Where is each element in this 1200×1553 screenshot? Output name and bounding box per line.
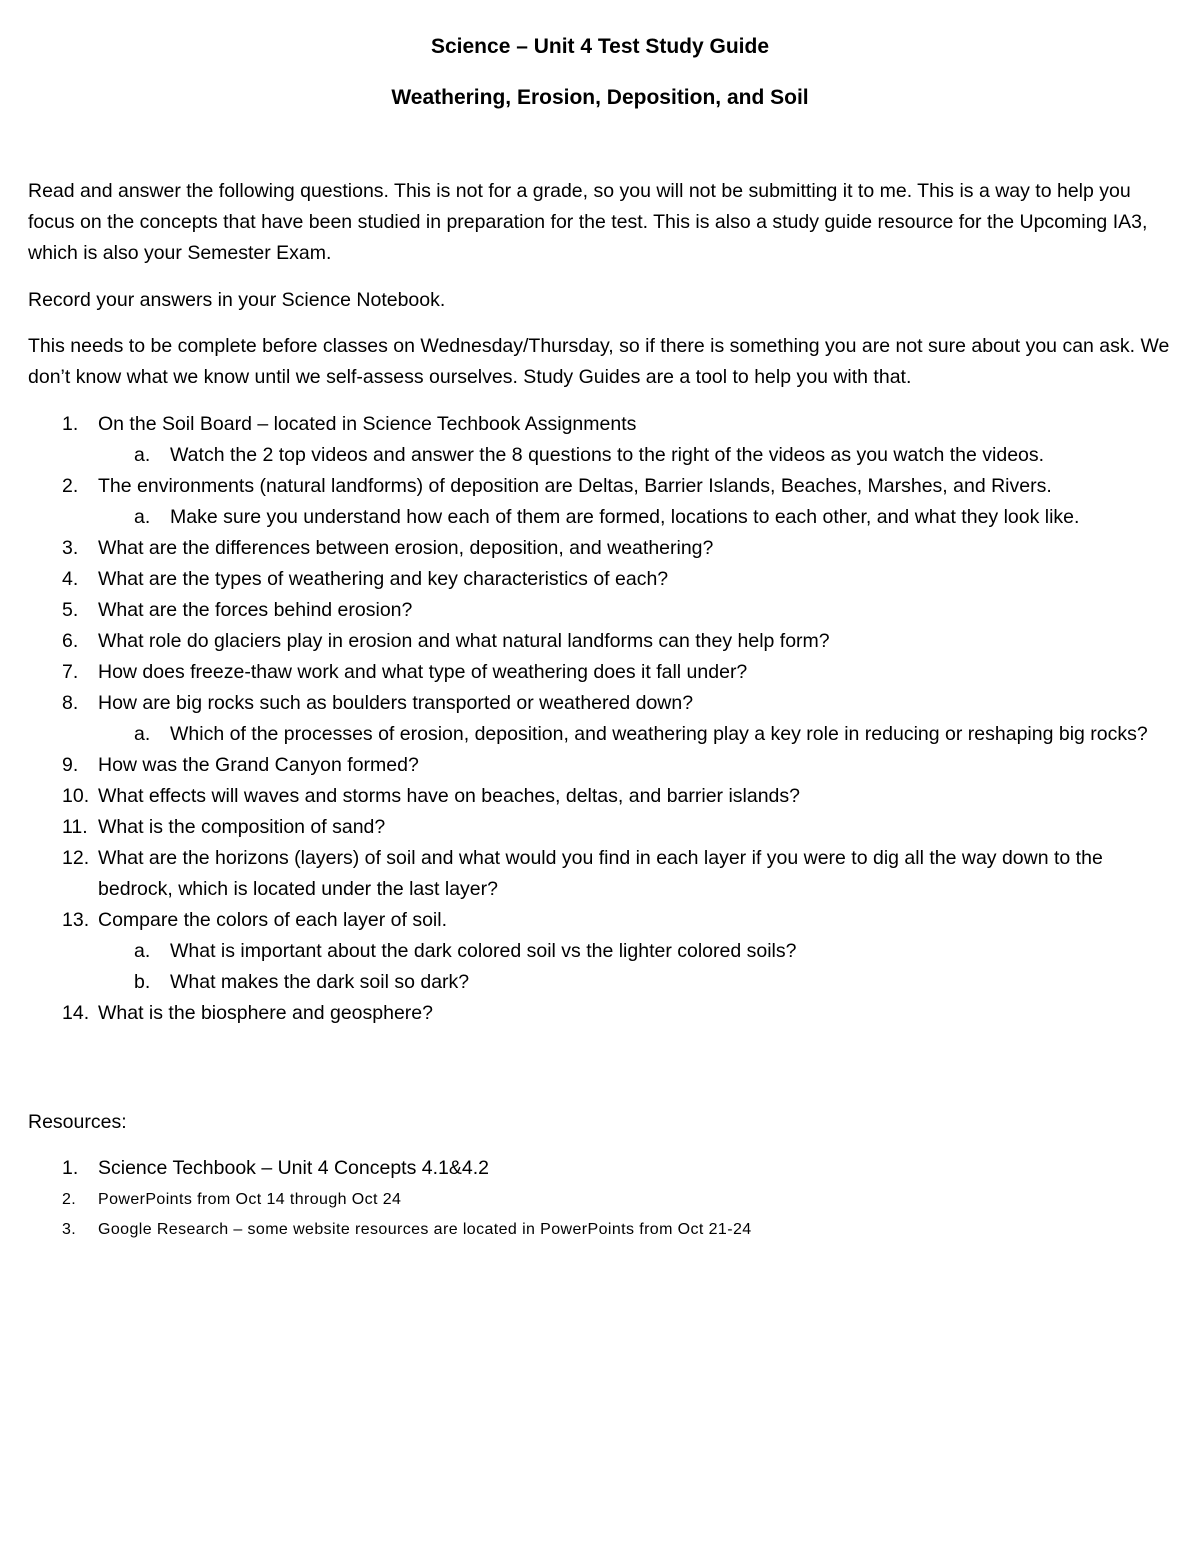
question-item	[0, 750, 1163, 781]
question-text: On the Soil Board – located in Science Techbook Assignments	[98, 413, 637, 435]
question-text: What is the biosphere and geosphere?	[98, 1002, 433, 1024]
resource-number: 1.	[62, 1157, 79, 1179]
question-number: 8.	[62, 692, 79, 714]
question-item	[0, 471, 1163, 502]
resource-number: 2.	[62, 1191, 77, 1208]
question-number: 1.	[62, 413, 79, 435]
sub-question-item	[0, 440, 1155, 471]
question-item	[0, 998, 1163, 1029]
question-item	[0, 626, 1163, 657]
resource-text: PowerPoints from Oct 14 through Oct 24	[98, 1191, 402, 1208]
intro-paragraph-deadline: This needs to be complete before classes on Wednesday/Thursday, so if there is something you are not sure about you can ask. We don’t know what we know until we self-assess ourselves. Study Guides are a tool to help you with that.	[28, 335, 1170, 388]
question-item	[0, 409, 1163, 440]
intro-paragraph-instructions: Read and answer the following questions. This is not for a grade, so you will not be submitting it to me. This is a way to help you focus on the concepts that have been studied in preparation for the test. This is also a study guide resource for the Upcoming IA3, which is also your Semester Exam.	[28, 180, 1148, 264]
resource-item	[0, 1152, 1180, 1185]
question-item	[0, 781, 1163, 812]
resources-heading: Resources:	[28, 1111, 127, 1133]
sub-question-item	[0, 502, 1155, 533]
resource-item	[0, 1215, 1180, 1245]
question-number: 3.	[62, 537, 79, 559]
resource-text: Google Research – some website resources are located in PowerPoints from Oct 21-24	[98, 1221, 752, 1238]
question-number: 5.	[62, 599, 79, 621]
sub-question-text: What makes the dark soil so dark?	[170, 971, 470, 993]
question-number: 2.	[62, 475, 79, 497]
sub-question-text: Watch the 2 top videos and answer the 8 questions to the right of the videos as you watch the videos.	[170, 444, 1045, 466]
question-text: Compare the colors of each layer of soil.	[98, 909, 448, 931]
question-number: 4.	[62, 568, 79, 590]
sub-question-text: Make sure you understand how each of them are formed, locations to each other, and what they look like.	[170, 506, 1080, 528]
question-item	[0, 688, 1163, 719]
question-text: What are the differences between erosion, deposition, and weathering?	[98, 537, 714, 559]
question-text: What is the composition of sand?	[98, 816, 386, 838]
question-item	[0, 657, 1163, 688]
intro-paragraph-notebook: Record your answers in your Science Notebook.	[28, 289, 446, 311]
question-text: How are big rocks such as boulders transported or weathered down?	[98, 692, 694, 714]
question-text: The environments (natural landforms) of deposition are Deltas, Barrier Islands, Beaches, Marshes, and Rivers.	[98, 475, 1052, 497]
resource-number: 3.	[62, 1221, 77, 1238]
sub-question-text: Which of the processes of erosion, deposition, and weathering play a key role in reducing or reshaping big rocks?	[170, 723, 1148, 745]
resources-list	[0, 1152, 1180, 1245]
resource-text: Science Techbook – Unit 4 Concepts 4.1&4.2	[98, 1157, 489, 1179]
question-number: 12.	[62, 847, 90, 869]
page-title: Science – Unit 4 Test Study Guide	[430, 35, 770, 58]
sub-question-letter: a.	[134, 506, 151, 528]
sub-question-item	[0, 719, 1155, 750]
question-number: 7.	[62, 661, 79, 683]
question-item	[0, 843, 1163, 905]
question-item	[0, 905, 1163, 936]
question-item	[0, 595, 1163, 626]
question-text: How does freeze-thaw work and what type of weathering does it fall under?	[98, 661, 748, 683]
sub-question-letter: a.	[134, 940, 151, 962]
question-text: What role do glaciers play in erosion and what natural landforms can they help form?	[98, 630, 830, 652]
sub-question-text: What is important about the dark colored soil vs the lighter colored soils?	[170, 940, 797, 962]
question-text: How was the Grand Canyon formed?	[98, 754, 419, 776]
question-number: 11.	[62, 816, 88, 838]
question-item	[0, 564, 1163, 595]
question-text: What effects will waves and storms have on beaches, deltas, and barrier islands?	[98, 785, 800, 807]
question-text: What are the forces behind erosion?	[98, 599, 413, 621]
sub-question-item	[0, 936, 1155, 967]
question-text: What are the horizons (layers) of soil and what would you find in each layer if you were to dig all the way down to the bedrock, which is located under the last layer?	[98, 847, 1103, 900]
page-subtitle: Weathering, Erosion, Deposition, and Soil	[391, 86, 809, 109]
question-number: 6.	[62, 630, 79, 652]
question-number: 14.	[62, 1002, 90, 1024]
question-text: What are the types of weathering and key characteristics of each?	[98, 568, 669, 590]
question-item	[0, 533, 1163, 564]
sub-question-letter: a.	[134, 723, 151, 745]
resource-item	[0, 1185, 1180, 1215]
sub-question-letter: b.	[134, 971, 151, 993]
sub-question-letter: a.	[134, 444, 151, 466]
question-list	[0, 409, 1180, 1029]
sub-question-item	[0, 967, 1155, 998]
question-number: 10.	[62, 785, 90, 807]
question-item	[0, 812, 1163, 843]
question-number: 9.	[62, 754, 79, 776]
question-number: 13.	[62, 909, 90, 931]
